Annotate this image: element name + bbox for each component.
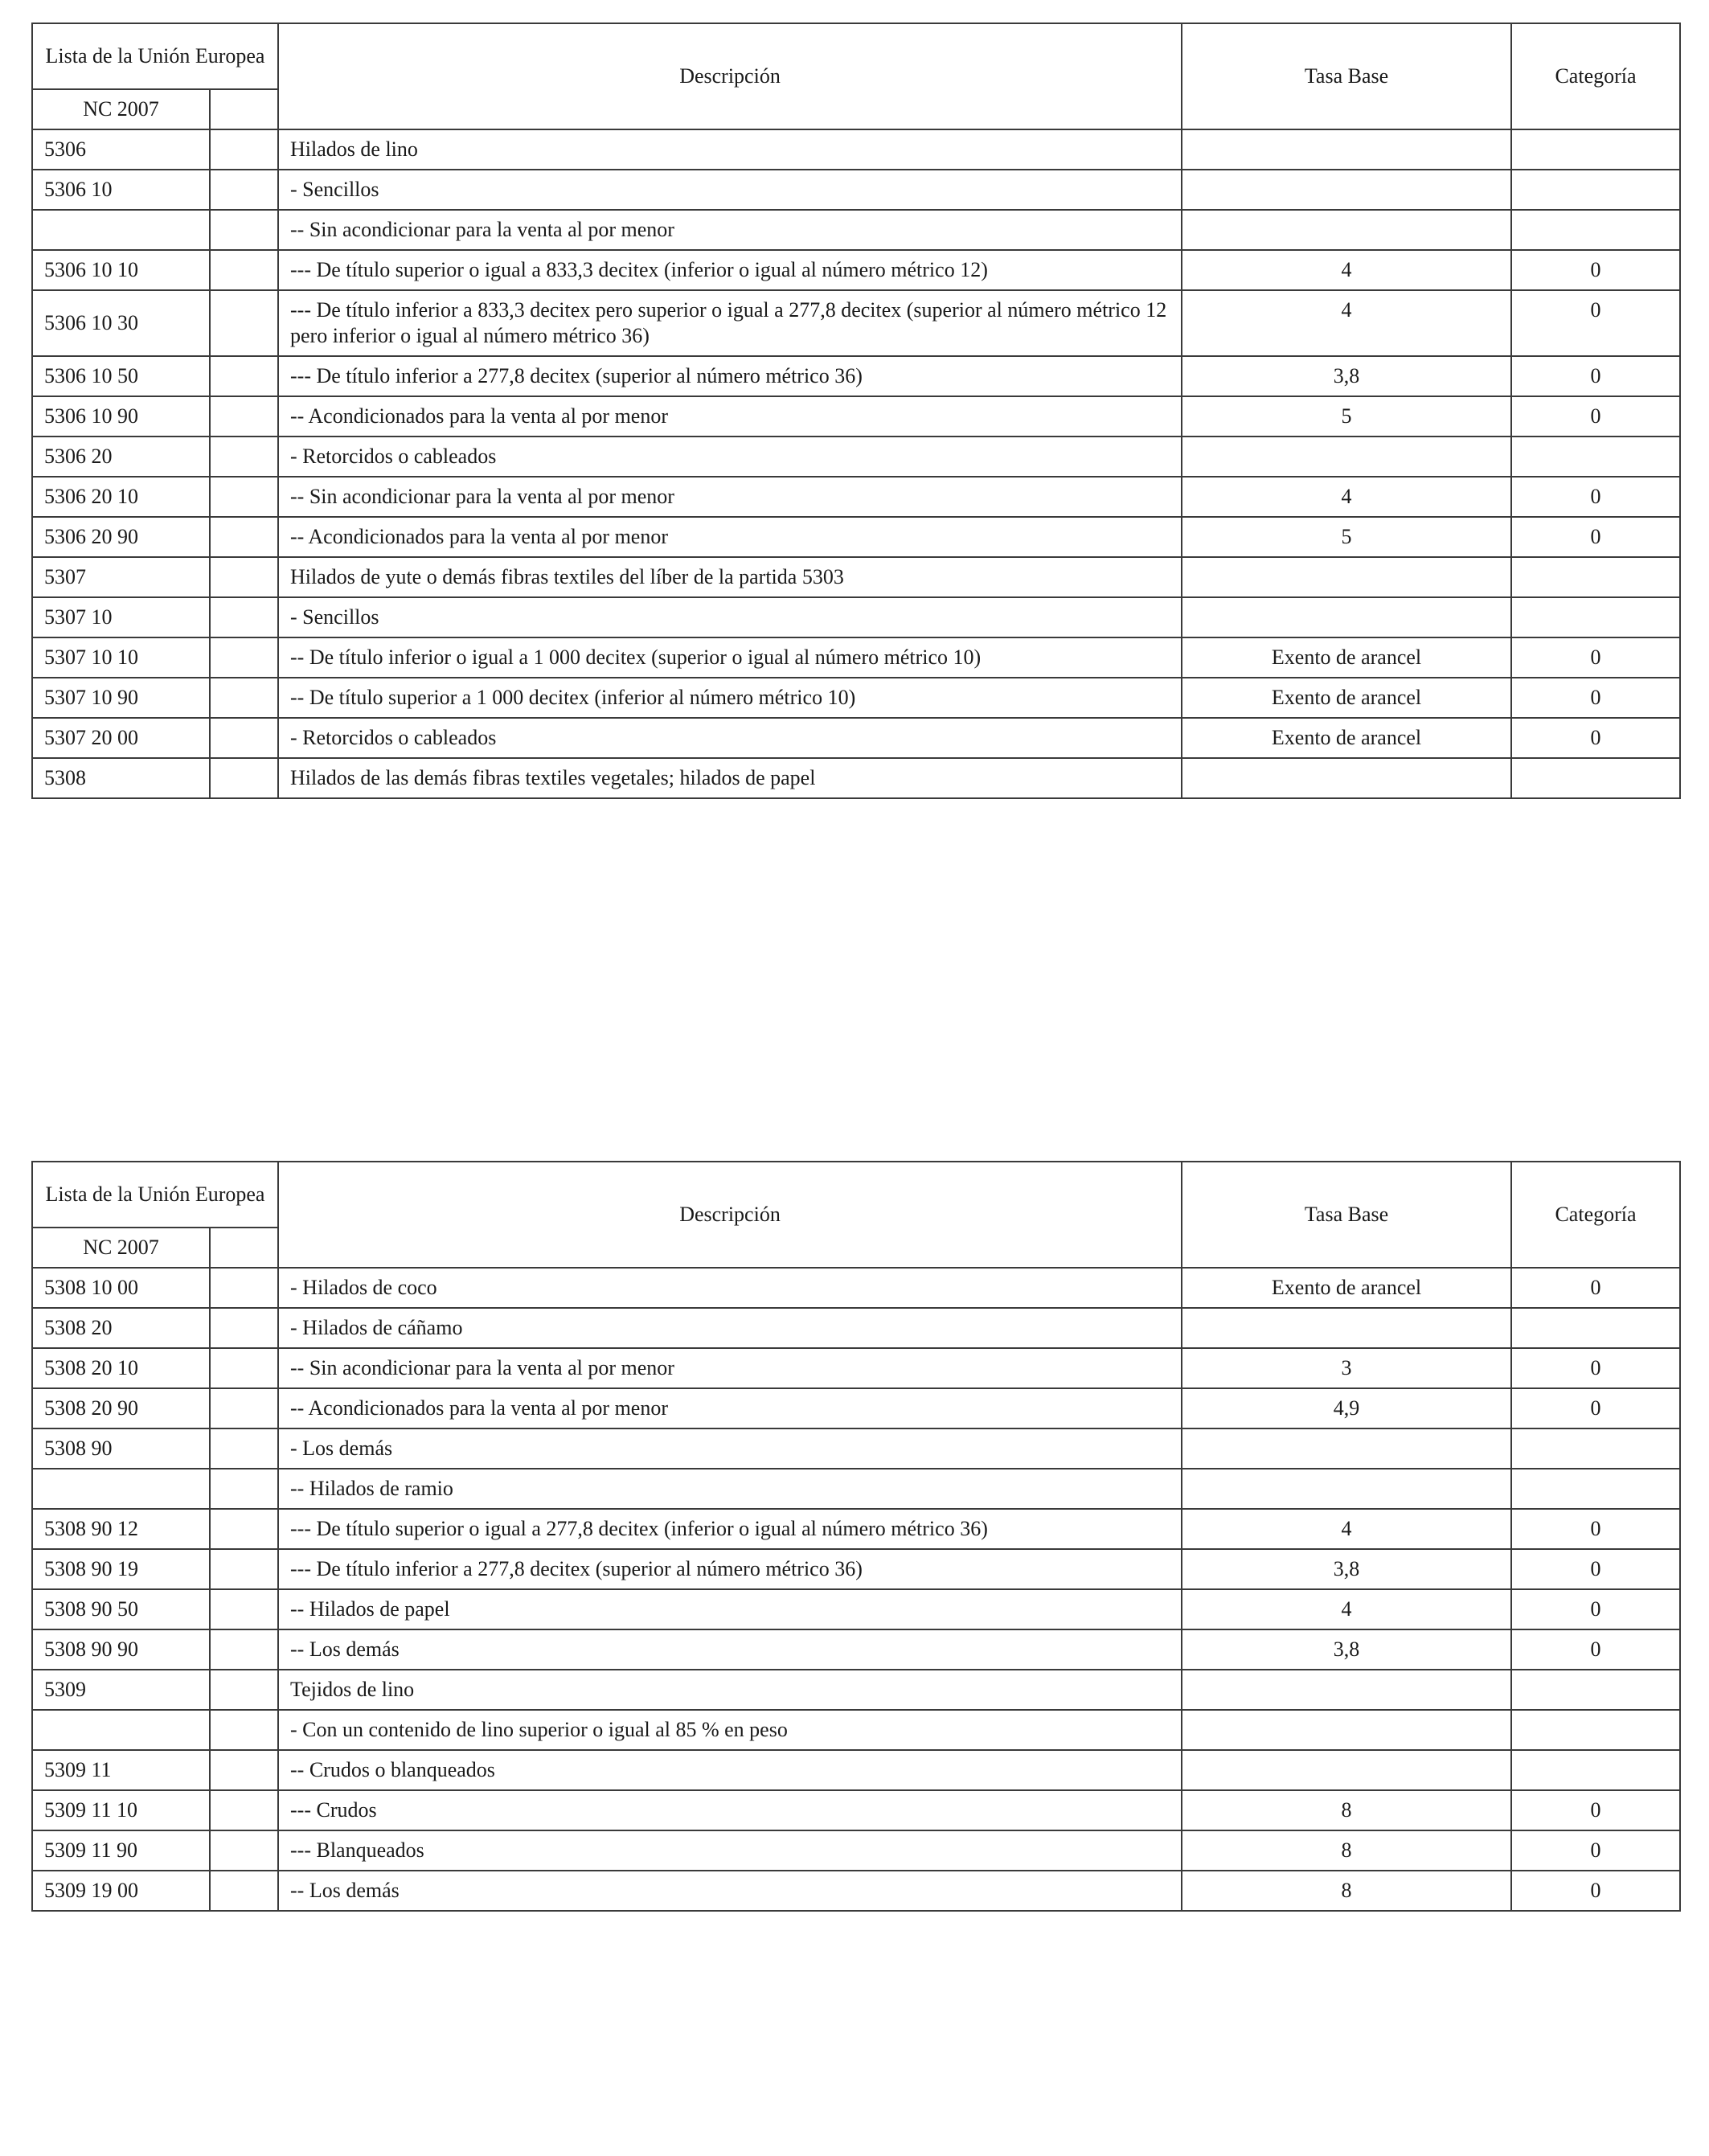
category-cell [1511, 210, 1680, 250]
description-cell: Hilados de lino [278, 129, 1182, 170]
category-cell: 0 [1511, 1629, 1680, 1670]
category-cell [1511, 1308, 1680, 1348]
blank-cell [210, 1308, 278, 1348]
code-cell: 5308 10 00 [32, 1268, 210, 1308]
category-cell [1511, 170, 1680, 210]
table-row [32, 1428, 1680, 1469]
blank-cell [210, 1469, 278, 1509]
table-row [32, 1830, 1680, 1871]
table-row [32, 1469, 1680, 1509]
description-cell: --- Blanqueados [278, 1830, 1182, 1871]
base-rate-cell: 4 [1182, 290, 1511, 356]
header-description: Descripción [278, 23, 1182, 129]
table-row [32, 1629, 1680, 1670]
blank-cell [210, 678, 278, 718]
base-rate-cell [1182, 557, 1511, 597]
blank-cell [210, 1549, 278, 1589]
table-row [32, 1710, 1680, 1750]
table-row [32, 129, 1680, 170]
base-rate-cell [1182, 437, 1511, 477]
code-cell: 5308 90 [32, 1428, 210, 1469]
table-row [32, 170, 1680, 210]
tariff-table-bottom [31, 1161, 1681, 1912]
category-cell [1511, 1750, 1680, 1790]
code-cell: 5307 10 [32, 597, 210, 637]
code-cell [32, 1469, 210, 1509]
code-cell: 5307 [32, 557, 210, 597]
base-rate-cell: 8 [1182, 1871, 1511, 1911]
header-eu-list: Lista de la Unión Europea [32, 1162, 278, 1228]
category-cell: 0 [1511, 1871, 1680, 1911]
category-cell: 0 [1511, 1790, 1680, 1830]
description-cell: -- Sin acondicionar para la venta al por menor [278, 1348, 1182, 1388]
header-blank [210, 89, 278, 129]
code-cell: 5309 11 10 [32, 1790, 210, 1830]
blank-cell [210, 1830, 278, 1871]
description-cell: Tejidos de lino [278, 1670, 1182, 1710]
blank-cell [210, 210, 278, 250]
category-cell: 0 [1511, 396, 1680, 437]
code-cell: 5306 20 10 [32, 477, 210, 517]
blank-cell [210, 1509, 278, 1549]
base-rate-cell [1182, 170, 1511, 210]
code-cell: 5308 20 10 [32, 1348, 210, 1388]
category-cell [1511, 597, 1680, 637]
base-rate-cell: Exento de arancel [1182, 678, 1511, 718]
category-cell [1511, 557, 1680, 597]
code-cell: 5308 90 19 [32, 1549, 210, 1589]
code-cell [32, 1710, 210, 1750]
category-cell: 0 [1511, 1509, 1680, 1549]
code-cell: 5309 [32, 1670, 210, 1710]
blank-cell [210, 290, 278, 356]
base-rate-cell [1182, 1308, 1511, 1348]
code-cell: 5308 [32, 758, 210, 798]
code-cell: 5306 10 50 [32, 356, 210, 396]
category-cell: 0 [1511, 290, 1680, 356]
blank-cell [210, 1268, 278, 1308]
description-cell: -- Acondicionados para la venta al por menor [278, 517, 1182, 557]
base-rate-cell: 4,9 [1182, 1388, 1511, 1428]
description-cell: - Hilados de cáñamo [278, 1308, 1182, 1348]
table-row [32, 250, 1680, 290]
table-row [32, 356, 1680, 396]
blank-cell [210, 1750, 278, 1790]
category-cell: 0 [1511, 517, 1680, 557]
base-rate-cell [1182, 758, 1511, 798]
category-cell [1511, 437, 1680, 477]
description-cell: - Hilados de coco [278, 1268, 1182, 1308]
base-rate-cell: 4 [1182, 250, 1511, 290]
description-cell: -- Crudos o blanqueados [278, 1750, 1182, 1790]
blank-cell [210, 517, 278, 557]
table-row [32, 437, 1680, 477]
category-cell: 0 [1511, 678, 1680, 718]
category-cell: 0 [1511, 1348, 1680, 1388]
header-eu-list: Lista de la Unión Europea [32, 23, 278, 89]
category-cell [1511, 1670, 1680, 1710]
table-row [32, 1871, 1680, 1911]
blank-cell [210, 718, 278, 758]
description-cell: --- Crudos [278, 1790, 1182, 1830]
base-rate-cell: 3,8 [1182, 356, 1511, 396]
base-rate-cell [1182, 129, 1511, 170]
table-row [32, 477, 1680, 517]
blank-cell [210, 1790, 278, 1830]
blank-cell [210, 1670, 278, 1710]
blank-cell [210, 1710, 278, 1750]
table-row [32, 1268, 1680, 1308]
base-rate-cell: 5 [1182, 396, 1511, 437]
blank-cell [210, 1629, 278, 1670]
code-cell: 5308 90 12 [32, 1509, 210, 1549]
table-row [32, 396, 1680, 437]
blank-cell [210, 250, 278, 290]
description-cell: - Los demás [278, 1428, 1182, 1469]
description-cell: -- De título inferior o igual a 1 000 decitex (superior o igual al número métrico 10) [278, 637, 1182, 678]
base-rate-cell: 3,8 [1182, 1549, 1511, 1589]
description-cell: -- Los demás [278, 1629, 1182, 1670]
base-rate-cell: 8 [1182, 1790, 1511, 1830]
table-row [32, 290, 1680, 356]
base-rate-cell: 4 [1182, 1589, 1511, 1629]
base-rate-cell: 3,8 [1182, 1629, 1511, 1670]
category-cell: 0 [1511, 637, 1680, 678]
category-cell: 0 [1511, 1589, 1680, 1629]
base-rate-cell: 8 [1182, 1830, 1511, 1871]
header-category: Categoría [1511, 1162, 1680, 1268]
code-cell: 5308 90 90 [32, 1629, 210, 1670]
blank-cell [210, 356, 278, 396]
blank-cell [210, 557, 278, 597]
header-base-rate: Tasa Base [1182, 23, 1511, 129]
base-rate-cell: Exento de arancel [1182, 637, 1511, 678]
category-cell: 0 [1511, 718, 1680, 758]
base-rate-cell: 3 [1182, 1348, 1511, 1388]
blank-cell [210, 1589, 278, 1629]
table-row [32, 1750, 1680, 1790]
base-rate-cell [1182, 1710, 1511, 1750]
category-cell: 0 [1511, 1388, 1680, 1428]
blank-cell [210, 129, 278, 170]
category-cell: 0 [1511, 250, 1680, 290]
description-cell: -- Sin acondicionar para la venta al por menor [278, 477, 1182, 517]
description-cell: Hilados de las demás fibras textiles vegetales; hilados de papel [278, 758, 1182, 798]
code-cell: 5306 10 90 [32, 396, 210, 437]
code-cell: 5306 10 10 [32, 250, 210, 290]
description-cell: --- De título inferior a 277,8 decitex (superior al número métrico 36) [278, 1549, 1182, 1589]
code-cell: 5306 10 30 [32, 290, 210, 356]
table-row [32, 1388, 1680, 1428]
category-cell: 0 [1511, 1830, 1680, 1871]
code-cell: 5306 10 [32, 170, 210, 210]
blank-cell [210, 1388, 278, 1428]
base-rate-cell [1182, 597, 1511, 637]
code-cell: 5309 11 [32, 1750, 210, 1790]
description-cell: - Con un contenido de lino superior o igual al 85 % en peso [278, 1710, 1182, 1750]
table-row [32, 1308, 1680, 1348]
code-cell: 5306 [32, 129, 210, 170]
category-cell [1511, 1428, 1680, 1469]
code-cell: 5309 19 00 [32, 1871, 210, 1911]
base-rate-cell: 4 [1182, 477, 1511, 517]
code-cell: 5307 10 90 [32, 678, 210, 718]
table-row [32, 637, 1680, 678]
header-blank [210, 1228, 278, 1268]
header-base-rate: Tasa Base [1182, 1162, 1511, 1268]
code-cell: 5307 10 10 [32, 637, 210, 678]
table-row [32, 597, 1680, 637]
category-cell [1511, 1469, 1680, 1509]
base-rate-cell: Exento de arancel [1182, 1268, 1511, 1308]
description-cell: -- Los demás [278, 1871, 1182, 1911]
header-description: Descripción [278, 1162, 1182, 1268]
header-nc: NC 2007 [32, 89, 210, 129]
description-cell: - Sencillos [278, 597, 1182, 637]
tariff-table-top [31, 23, 1681, 799]
code-cell [32, 210, 210, 250]
description-cell: - Retorcidos o cableados [278, 718, 1182, 758]
blank-cell [210, 396, 278, 437]
description-cell: --- De título inferior a 833,3 decitex pero superior o igual a 277,8 decitex (superior al número métrico 12 pero inferior o igual al número métrico 36) [278, 290, 1182, 356]
category-cell: 0 [1511, 1268, 1680, 1308]
table-row [32, 1509, 1680, 1549]
table-row [32, 678, 1680, 718]
table-row [32, 1589, 1680, 1629]
base-rate-cell: Exento de arancel [1182, 718, 1511, 758]
base-rate-cell [1182, 1750, 1511, 1790]
category-cell [1511, 129, 1680, 170]
base-rate-cell [1182, 1469, 1511, 1509]
blank-cell [210, 597, 278, 637]
header-category: Categoría [1511, 23, 1680, 129]
code-cell: 5309 11 90 [32, 1830, 210, 1871]
code-cell: 5307 20 00 [32, 718, 210, 758]
description-cell: -- Hilados de ramio [278, 1469, 1182, 1509]
blank-cell [210, 477, 278, 517]
header-nc: NC 2007 [32, 1228, 210, 1268]
description-cell: -- Hilados de papel [278, 1589, 1182, 1629]
blank-cell [210, 1871, 278, 1911]
description-cell: -- Sin acondicionar para la venta al por menor [278, 210, 1182, 250]
blank-cell [210, 1428, 278, 1469]
code-cell: 5308 20 90 [32, 1388, 210, 1428]
table-row [32, 1670, 1680, 1710]
blank-cell [210, 758, 278, 798]
description-cell: --- De título superior o igual a 277,8 decitex (inferior o igual al número métrico 36) [278, 1509, 1182, 1549]
description-cell: -- Acondicionados para la venta al por menor [278, 396, 1182, 437]
description-cell: -- De título superior a 1 000 decitex (inferior al número métrico 10) [278, 678, 1182, 718]
table-row [32, 210, 1680, 250]
category-cell [1511, 758, 1680, 798]
base-rate-cell [1182, 1428, 1511, 1469]
table-body [32, 129, 1680, 798]
base-rate-cell [1182, 1670, 1511, 1710]
category-cell: 0 [1511, 1549, 1680, 1589]
description-cell: --- De título superior o igual a 833,3 decitex (inferior o igual al número métrico 12) [278, 250, 1182, 290]
table-row [32, 758, 1680, 798]
description-cell: - Retorcidos o cableados [278, 437, 1182, 477]
description-cell: Hilados de yute o demás fibras textiles del líber de la partida 5303 [278, 557, 1182, 597]
table-body [32, 1268, 1680, 1911]
table-row [32, 517, 1680, 557]
description-cell: --- De título inferior a 277,8 decitex (superior al número métrico 36) [278, 356, 1182, 396]
table-row [32, 557, 1680, 597]
table-row [32, 1348, 1680, 1388]
table-row [32, 718, 1680, 758]
code-cell: 5308 90 50 [32, 1589, 210, 1629]
table-row [32, 1790, 1680, 1830]
category-cell [1511, 1710, 1680, 1750]
category-cell: 0 [1511, 477, 1680, 517]
blank-cell [210, 637, 278, 678]
blank-cell [210, 437, 278, 477]
base-rate-cell: 4 [1182, 1509, 1511, 1549]
code-cell: 5306 20 [32, 437, 210, 477]
base-rate-cell [1182, 210, 1511, 250]
code-cell: 5308 20 [32, 1308, 210, 1348]
category-cell: 0 [1511, 356, 1680, 396]
description-cell: -- Acondicionados para la venta al por menor [278, 1388, 1182, 1428]
description-cell: - Sencillos [278, 170, 1182, 210]
code-cell: 5306 20 90 [32, 517, 210, 557]
blank-cell [210, 1348, 278, 1388]
base-rate-cell: 5 [1182, 517, 1511, 557]
table-row [32, 1549, 1680, 1589]
blank-cell [210, 170, 278, 210]
